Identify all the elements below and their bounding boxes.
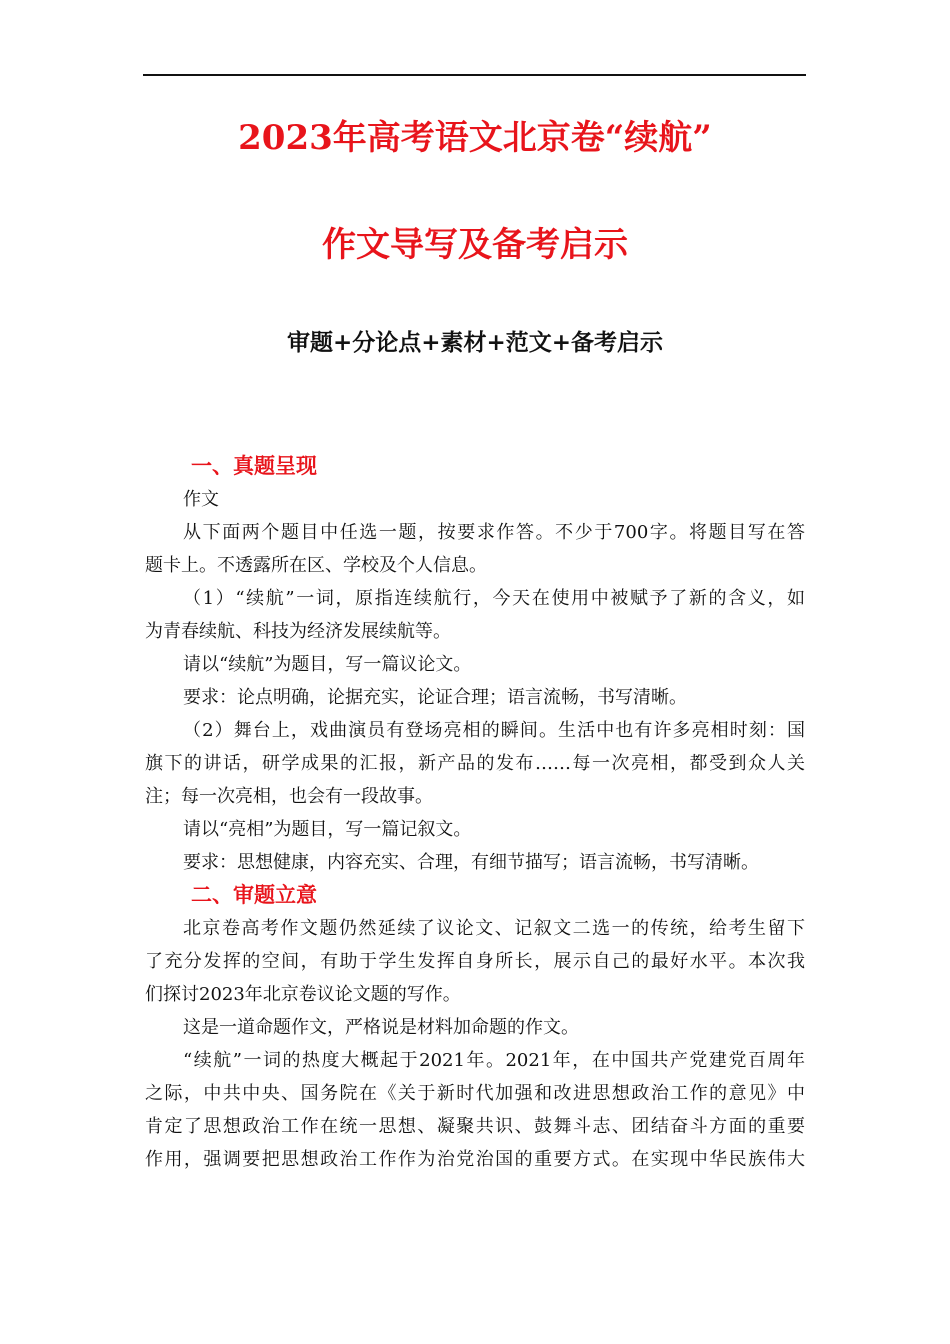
text-line: （1）“续航”一词，原指连续航行，今天在使用中被赋予了新的含义，如 xyxy=(183,588,805,609)
text-line: 之际，中共中央、国务院在《关于新时代加强和改进思想政治工作的意见》中 xyxy=(145,1083,805,1104)
text-line: 要求：思想健康，内容充实、合理，有细节描写；语言流畅，书写清晰。 xyxy=(183,852,759,873)
paragraph xyxy=(145,648,805,681)
text-line: 请以“续航”为题目，写一篇议论文。 xyxy=(183,654,472,675)
text-line: 注；每一次亮相，也会有一段故事。 xyxy=(145,786,433,807)
text-line: 肯定了思想政治工作在统一思想、凝聚共识、鼓舞斗志、团结奋斗方面的重要 xyxy=(145,1116,805,1137)
text-line: 旗下的讲话，研学成果的汇报，新产品的发布……每一次亮相，都受到众人关 xyxy=(145,753,805,774)
text-line: 们探讨2023年北京卷议论文题的写作。 xyxy=(145,984,461,1005)
paragraph xyxy=(145,1011,805,1044)
section-heading: 二、审题立意 xyxy=(191,883,317,907)
paragraph xyxy=(145,912,805,1011)
header-rule xyxy=(143,74,806,76)
text-line: 为青春续航、科技为经济发展续航等。 xyxy=(145,621,451,642)
text-line: 要求：论点明确，论据充实，论证合理；语言流畅，书写清晰。 xyxy=(183,687,687,708)
text-line: 作用，强调要把思想政治工作作为治党治国的重要方式。在实现中华民族伟大 xyxy=(145,1149,805,1170)
text-line: 了充分发挥的空间，有助于学生发挥自身所长，展示自己的最好水平。本次我 xyxy=(145,951,805,972)
paragraph xyxy=(145,714,805,813)
paragraph xyxy=(145,1044,805,1176)
paragraph xyxy=(145,483,805,516)
paragraph xyxy=(145,681,805,714)
document-title-line1: 2023年高考语文北京卷“续航” xyxy=(238,118,712,158)
section-heading: 一、真题呈现 xyxy=(191,454,317,478)
paragraph xyxy=(145,582,805,648)
text-line: （2）舞台上，戏曲演员有登场亮相的瞬间。生活中也有许多亮相时刻：国 xyxy=(183,720,805,741)
text-line: “续航”一词的热度大概起于2021年。2021年，在中国共产党建党百周年 xyxy=(183,1050,805,1071)
text-line: 北京卷高考作文题仍然延续了议论文、记叙文二选一的传统，给考生留下 xyxy=(183,918,805,939)
document-title-line2: 作文导写及备考启示 xyxy=(322,225,628,265)
text-line: 从下面两个题目中任选一题，按要求作答。不少于700字。将题目写在答 xyxy=(183,522,805,543)
paragraph xyxy=(145,813,805,846)
document-subtitle: 审题+分论点+素材+范文+备考启示 xyxy=(286,329,664,356)
text-line: 作文 xyxy=(183,489,219,510)
text-line: 题卡上。不透露所在区、学校及个人信息。 xyxy=(145,555,487,576)
text-line: 请以“亮相”为题目，写一篇记叙文。 xyxy=(183,819,472,840)
paragraph xyxy=(145,846,805,879)
text-line: 这是一道命题作文，严格说是材料加命题的作文。 xyxy=(183,1017,579,1038)
document-body xyxy=(145,450,805,1176)
paragraph xyxy=(145,516,805,582)
